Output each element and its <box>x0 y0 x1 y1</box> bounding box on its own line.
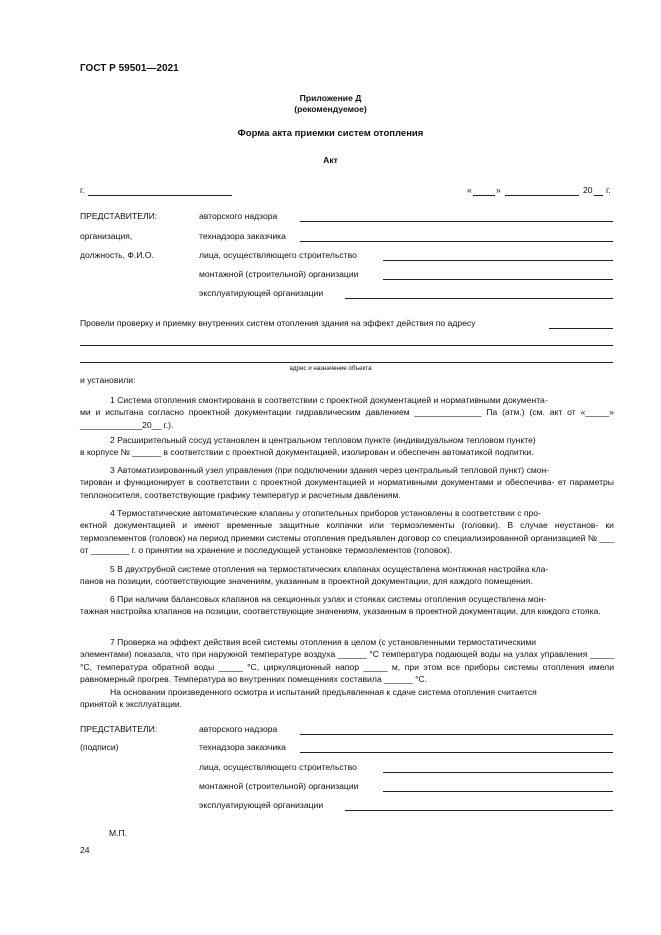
year-suffix: г. <box>606 185 611 195</box>
rep-label-customer-supervision: технадзора заказчика <box>199 231 286 241</box>
sig-label-builder: лица, осуществляющего строительство <box>199 762 357 772</box>
standard-header: ГОСТ Р 59501—2021 <box>80 63 179 74</box>
date-open-quote: « <box>467 185 472 195</box>
paragraph-3-first-line: 3 Автоматизированный узел управления (при подключении здания через центральный тепловой пункт) смон- <box>110 465 550 475</box>
signatures-note: (подписи) <box>80 742 119 752</box>
paragraph-5-rest: панов на позиции, соответствующие значениям, указанным в проектной документации, для каждого помещения. <box>80 576 533 587</box>
established-label: и установили: <box>80 375 136 385</box>
rep-blank-builder[interactable] <box>383 260 613 261</box>
address-caption: адрес и назначение объекта <box>289 365 372 372</box>
paragraph-5-first-line: 5 В двухтрубной системе отопления на термостатических клапанах осуществлена монтажная настройка кла- <box>110 564 549 574</box>
sig-blank-builder[interactable] <box>383 772 613 773</box>
paragraph-7-rest: элементами) показала, что при наружной температуре воздуха ______ °С температура подающей воды на узлах управления _____ °С, температура обратной воды _____ °С, циркуляционный напор _____ м, при этом все приборы системы отопления имели равномерный прогрев. Температура во внутренних помещениях составила ______ °С. <box>80 649 614 685</box>
sig-blank-author-supervision[interactable] <box>300 734 613 735</box>
paragraph-4-first-line: 4 Термостатические автоматические клапаны у отопительных приборов установлены в соответствии с про- <box>110 508 541 518</box>
month-blank[interactable] <box>505 195 579 196</box>
address-blank-3[interactable] <box>80 362 613 363</box>
city-prefix: г. <box>80 185 85 195</box>
paragraph-2 <box>80 434 614 459</box>
paragraph-7 <box>80 636 614 686</box>
sig-label-customer-supervision: технадзора заказчика <box>199 742 286 752</box>
act-title: Акт <box>323 155 338 165</box>
paragraph-6 <box>80 593 614 618</box>
rep-blank-installation-org[interactable] <box>383 279 613 280</box>
paragraph-4-rest: ектной документацией и имеют временные защитные колпачки или термоэлементы (головки). В случае неустанов- ки термоэлементов (головок) на период приемки системы отопления предъявлен договор со специализированной организацией № ___ от ________ г. о принятии на хранение и последующей установке термоэлементов (головок). <box>80 520 614 556</box>
inspection-intro: Провели проверку и приемку внутренних систем отопления здания на эффект действия по адресу <box>80 318 476 328</box>
sig-blank-customer-supervision[interactable] <box>300 752 613 753</box>
sig-label-operating-org: эксплуатирующей организации <box>199 800 324 810</box>
day-blank[interactable] <box>473 195 495 196</box>
paragraph-6-rest: тажная настройка клапанов на позиции, соответствующие значениям, указанным в проектной документации, для каждого стояка. <box>80 606 601 617</box>
paragraph-1-first-line: 1 Система отопления смонтирована в соответствии с проектной документацией и нормативными документа- <box>110 395 548 405</box>
sig-label-installation-org: монтажной (строительной) организации <box>199 781 359 791</box>
rep-label-author-supervision: авторского надзора <box>199 211 278 221</box>
representatives-heading: ПРЕДСТАВИТЕЛИ: <box>80 211 158 221</box>
paragraph-1 <box>80 394 614 431</box>
left-note-organization: организация, <box>80 231 133 241</box>
paragraph-4 <box>80 507 614 557</box>
rep-label-builder: лица, осуществляющего строительство <box>199 250 357 260</box>
annex-subtitle: (рекомендуемое) <box>294 104 367 114</box>
date-close-quote: » <box>496 185 501 195</box>
rep-blank-author-supervision[interactable] <box>300 221 613 222</box>
annex-title: Приложение Д <box>299 93 362 103</box>
city-blank[interactable] <box>88 195 232 196</box>
year-prefix: 20 <box>583 185 593 195</box>
year-blank[interactable] <box>594 195 603 196</box>
address-blank-1[interactable] <box>549 328 613 329</box>
sig-blank-installation-org[interactable] <box>383 791 613 792</box>
left-note-position: должность, Ф.И.О. <box>80 250 154 260</box>
rep-blank-customer-supervision[interactable] <box>300 241 613 242</box>
paragraph-6-first-line: 6 При наличии балансовых клапанов на секционных узлах и стояках системы отопления осуществлена мон- <box>110 594 547 604</box>
sig-label-author-supervision: авторского надзора <box>199 724 278 734</box>
address-blank-2[interactable] <box>80 345 613 346</box>
rep-blank-operating-org[interactable] <box>345 298 613 299</box>
paragraph-2-first-line: 2 Расширительный сосуд установлен в центральном тепловом пункте (индивидуальном тепловом пункте) <box>110 435 536 445</box>
seal-placeholder: М.П. <box>109 828 128 838</box>
sig-blank-operating-org[interactable] <box>345 810 613 811</box>
paragraph-conclusion <box>80 686 614 711</box>
form-title: Форма акта приемки систем отопления <box>237 128 424 139</box>
conclusion-rest: принятой к эксплуатации. <box>80 699 183 710</box>
paragraph-3-rest: тирован и функционирует в соответствии с проектной документацией и нормативными документами и обеспечива- ет параметры теплоносителя, соответствующие графику температур и расчетным давлениям. <box>80 477 614 500</box>
paragraph-7-first-line: 7 Проверка на эффект действия всей системы отопления в целом (с установленными термостатическими <box>110 637 537 647</box>
paragraph-2-rest: в корпусе № ______ в соответствии с проектной документацией, изолирован и обеспечен автоматикой подпитки. <box>80 447 534 458</box>
rep-label-operating-org: эксплуатирующей организации <box>199 288 324 298</box>
paragraph-5 <box>80 563 614 588</box>
signatures-heading: ПРЕДСТАВИТЕЛИ: <box>80 724 158 734</box>
page-number: 24 <box>80 845 90 855</box>
paragraph-3 <box>80 464 614 501</box>
conclusion-first-line: На основании произведенного осмотра и испытаний предъявленная к сдаче система отопления считается <box>110 687 537 697</box>
paragraph-1-rest: ми и испытана согласно проектной документации гидравлическим давлением ______________ Па (атм.) (см. акт от «_____» _____________20__ г.). <box>80 407 614 430</box>
rep-label-installation-org: монтажной (строительной) организации <box>199 269 359 279</box>
